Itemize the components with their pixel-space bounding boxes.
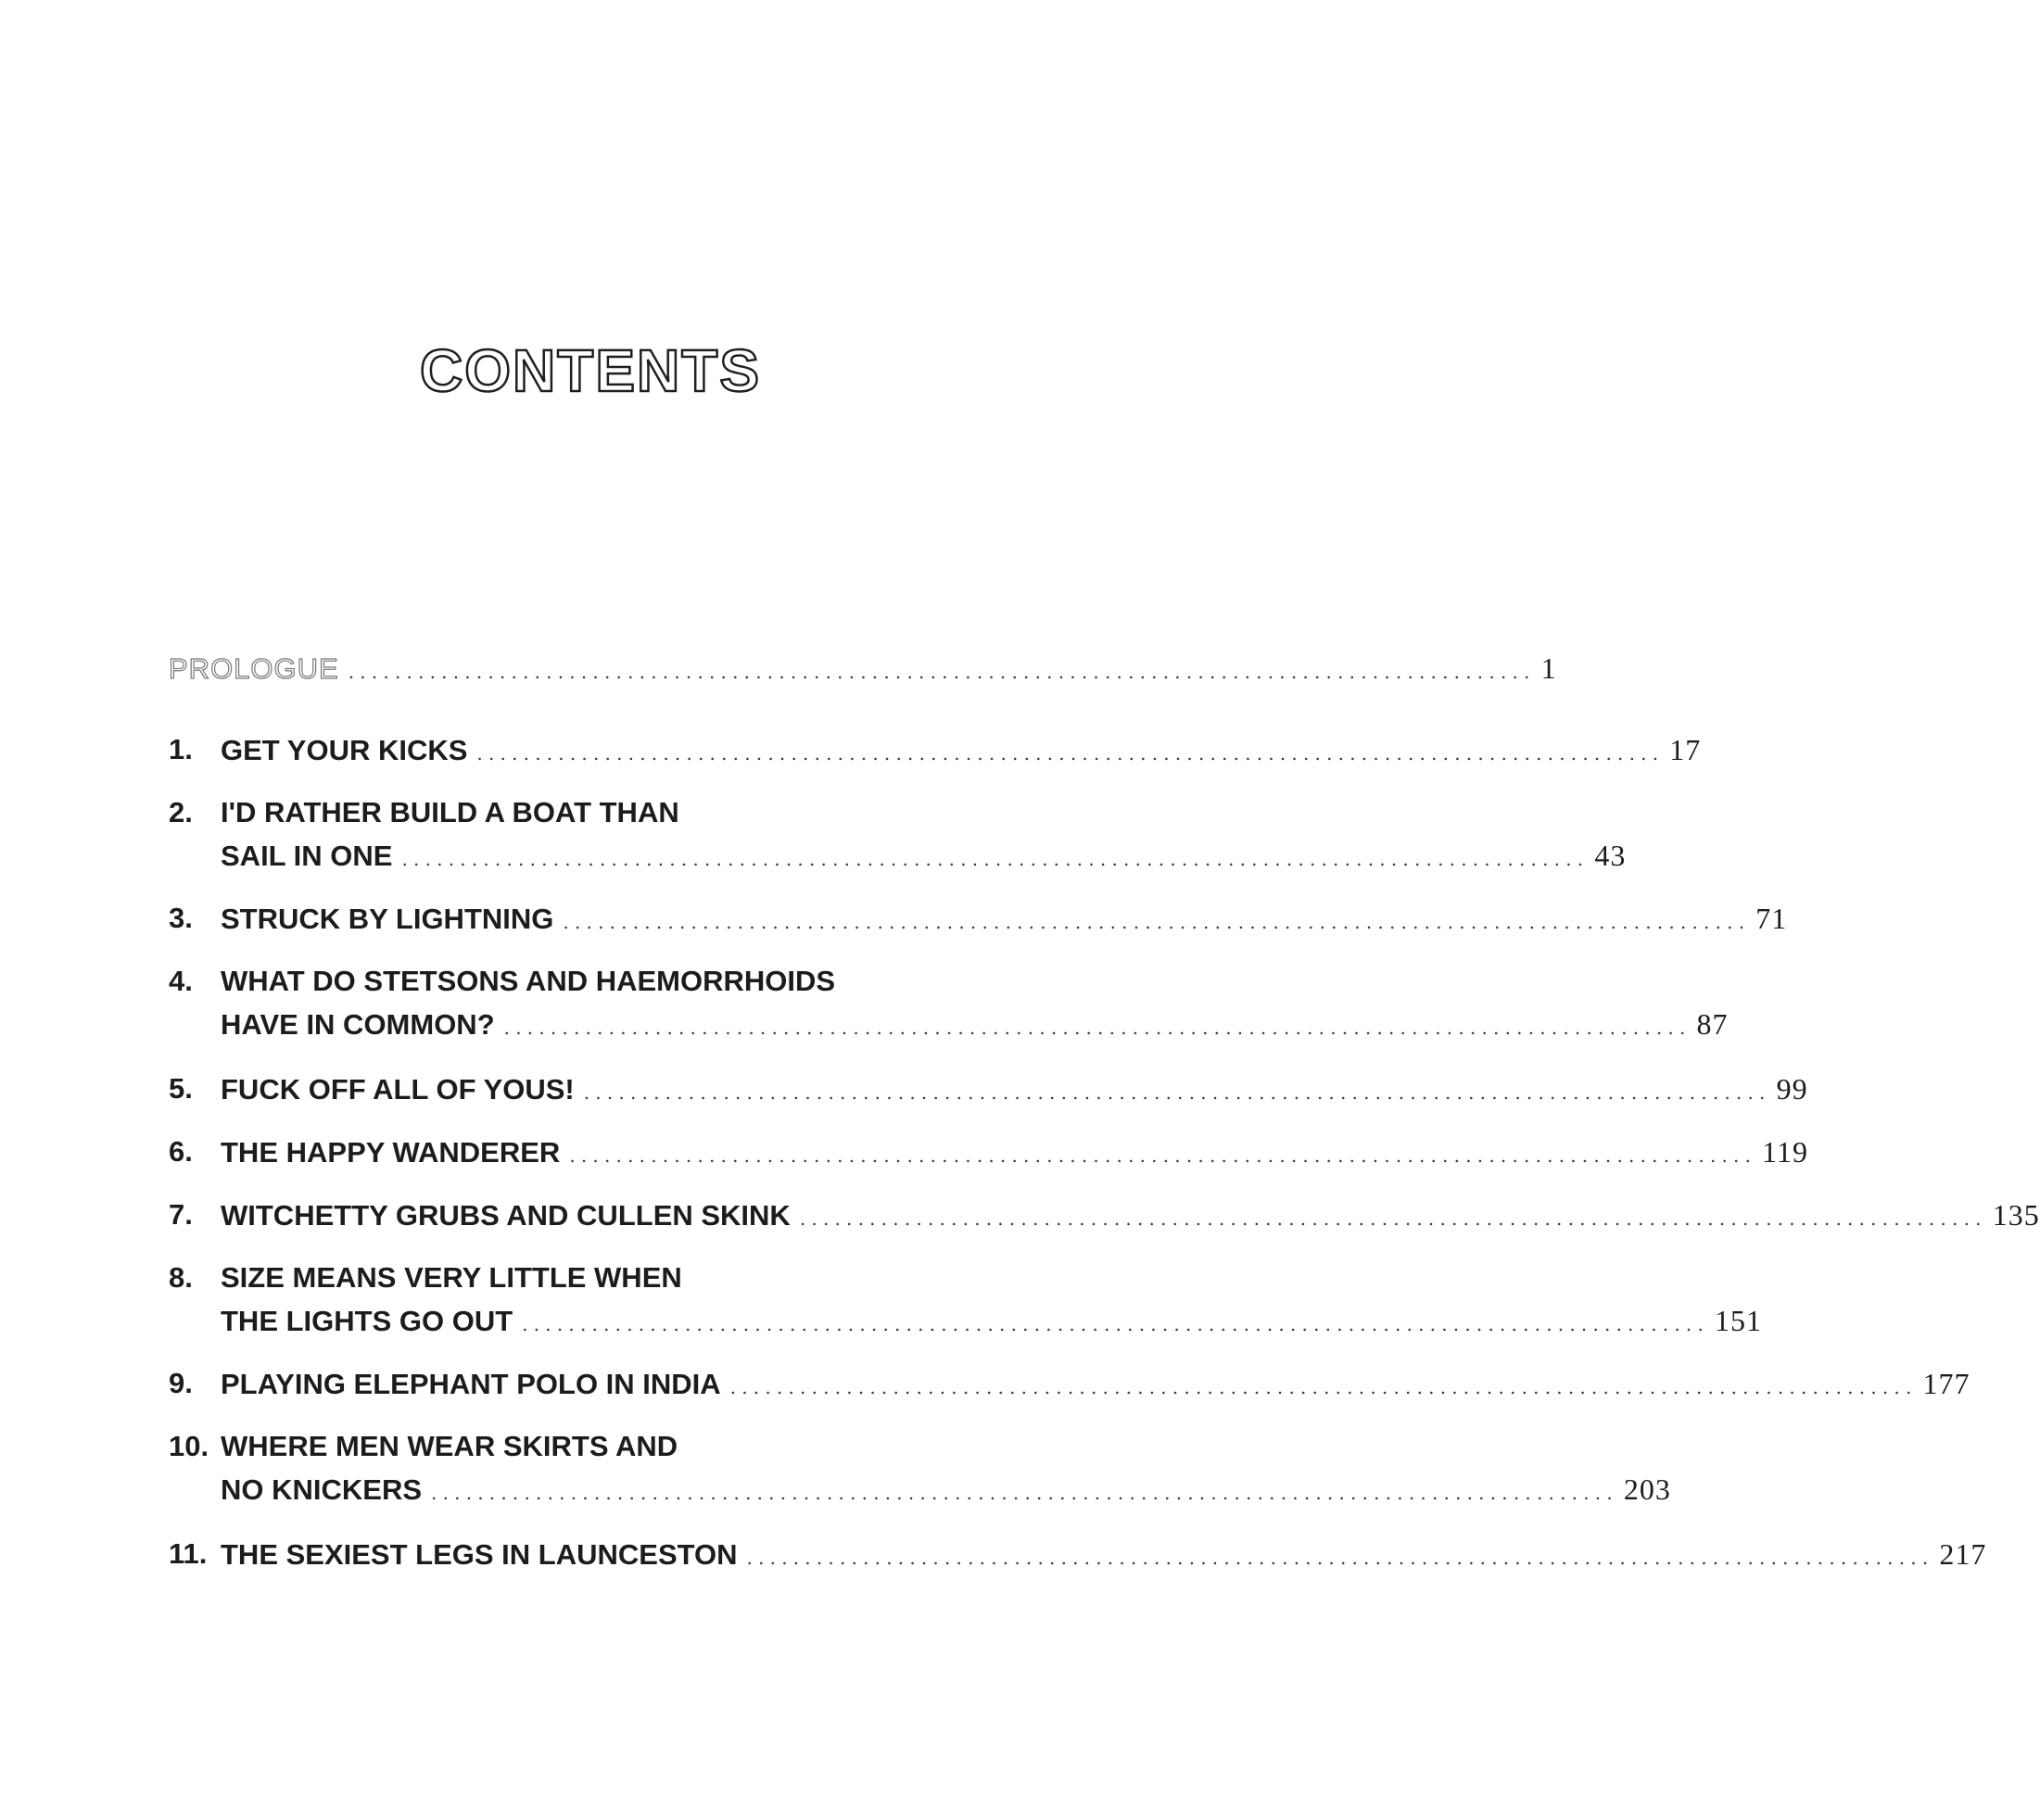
- chapter-number: 2.: [169, 796, 193, 828]
- chapter-number: 4.: [169, 965, 193, 997]
- chapter-title: PLAYING ELEPHANT POLO IN INDIA: [221, 1368, 721, 1400]
- chapter-title-line-2: SAIL IN ONE: [221, 840, 393, 872]
- chapter-title-line-1: WHAT DO STETSONS AND HAEMORRHOIDS: [221, 965, 836, 997]
- contents-heading: CONTENTS: [420, 337, 761, 404]
- chapter-number: 5.: [169, 1072, 193, 1105]
- page-number: 71: [1755, 902, 1788, 935]
- chapter-title: WITCHETTY GRUBS AND CULLEN SKINK: [221, 1199, 791, 1232]
- dot-leader: ......................................................................................................: [569, 1144, 1757, 1167]
- page-number: 217: [1939, 1537, 1987, 1571]
- chapter-number: 11.: [169, 1537, 208, 1570]
- dot-leader: ......................................................................................................: [348, 661, 1536, 683]
- chapter-title-line-2: THE LIGHTS GO OUT: [221, 1305, 513, 1337]
- chapter-number: 9.: [169, 1367, 193, 1399]
- page-number: 151: [1715, 1304, 1763, 1337]
- dot-leader: ......................................................................................................: [583, 1081, 1771, 1104]
- chapter-number: 7.: [169, 1198, 193, 1231]
- page-number: 17: [1669, 733, 1702, 766]
- chapter-title-line-1: SIZE MEANS VERY LITTLE WHEN: [221, 1261, 682, 1294]
- page-number: 119: [1762, 1135, 1808, 1169]
- page-number: 43: [1594, 839, 1627, 872]
- dot-leader: ......................................................................................................: [401, 848, 1590, 870]
- dot-leader: ......................................................................................................: [503, 1017, 1692, 1039]
- chapter-title-line-2: NO KNICKERS: [221, 1473, 423, 1506]
- page-number: 99: [1776, 1072, 1808, 1106]
- dot-leader: ......................................................................................................: [563, 911, 1751, 933]
- chapter-title: FUCK OFF ALL OF YOUS!: [221, 1073, 575, 1106]
- chapter-title: THE SEXIEST LEGS IN LAUNCESTON: [221, 1538, 738, 1571]
- chapter-title-line-1: I'D RATHER BUILD A BOAT THAN: [221, 796, 679, 828]
- chapter-title: THE HAPPY WANDERER: [221, 1136, 561, 1169]
- dot-leader: ......................................................................................................: [746, 1547, 1934, 1569]
- chapter-number: 8.: [169, 1261, 193, 1294]
- chapter-number: 10.: [169, 1430, 209, 1462]
- chapter-title: STRUCK BY LIGHTNING: [221, 903, 554, 935]
- page-number: 87: [1696, 1007, 1729, 1041]
- dot-leader: ......................................................................................................: [476, 742, 1665, 765]
- chapter-title: GET YOUR KICKS: [221, 734, 468, 766]
- dot-leader: ......................................................................................................: [799, 1207, 1987, 1230]
- chapter-number: 1.: [169, 733, 193, 765]
- chapter-number: 6.: [169, 1135, 193, 1168]
- dot-leader: ......................................................................................................: [729, 1376, 1918, 1398]
- dot-leader: ......................................................................................................: [522, 1313, 1710, 1335]
- prologue-title: PROLOGUE: [169, 652, 339, 685]
- chapter-title-line-1: WHERE MEN WEAR SKIRTS AND: [221, 1430, 678, 1462]
- chapter-number: 3.: [169, 902, 193, 934]
- dot-leader: ......................................................................................................: [431, 1482, 1618, 1504]
- page-number: 135: [1992, 1198, 2040, 1232]
- chapter-title-line-2: HAVE IN COMMON?: [221, 1008, 495, 1041]
- page-number: 203: [1623, 1472, 1671, 1506]
- page-number: 177: [1922, 1367, 1970, 1400]
- page-number: 1: [1540, 651, 1557, 685]
